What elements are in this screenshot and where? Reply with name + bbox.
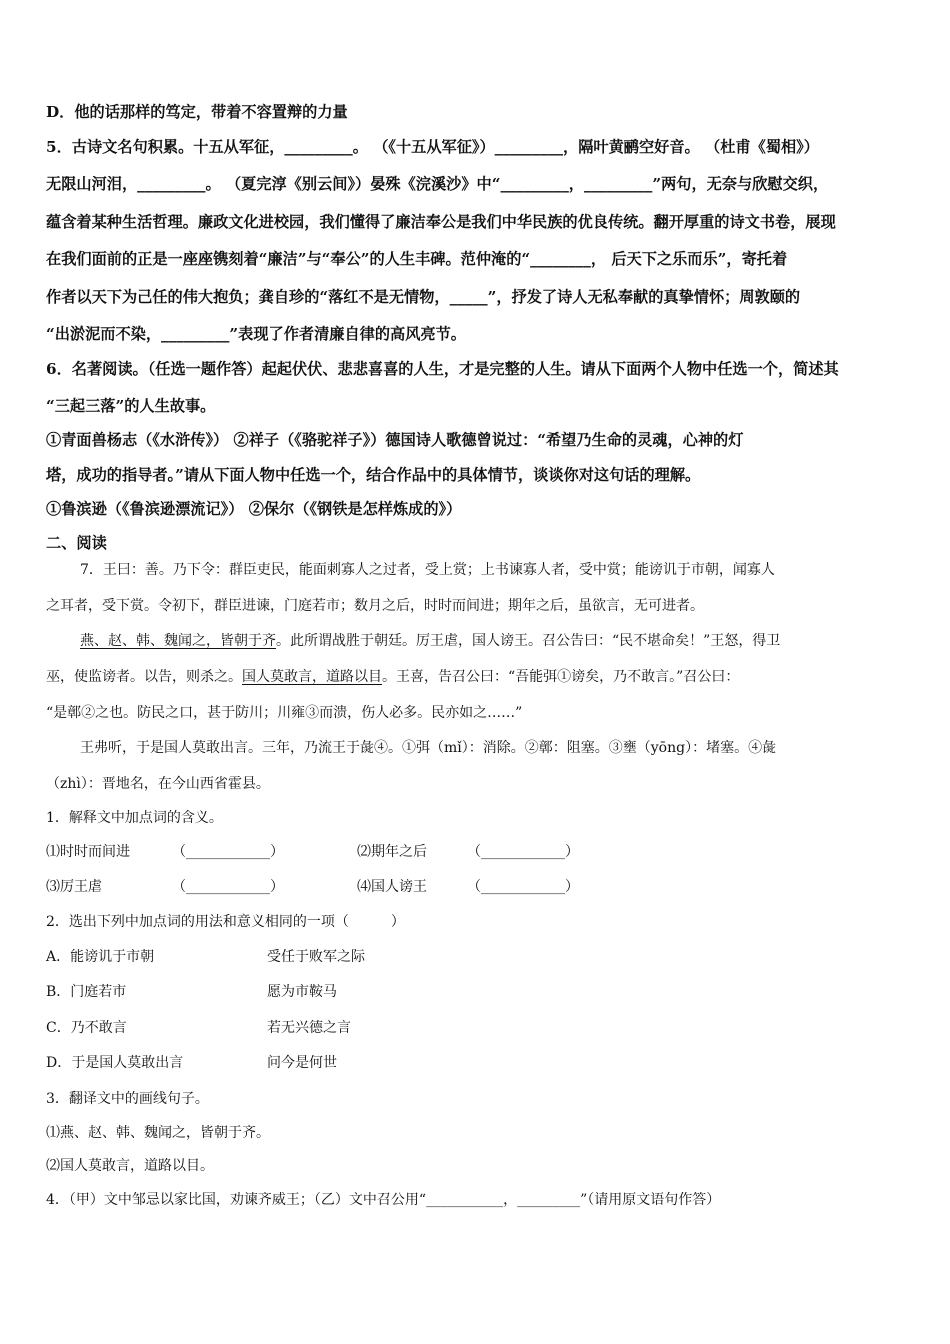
q1-item-label: ⑵期年之后 bbox=[357, 844, 427, 860]
q5-line-3: 蕴含着某种生活哲理。廉政文化进校园，我们懂得了廉洁奉公是我们中华民族的优良传统。翻开厚重的诗文书卷，展现 bbox=[46, 213, 836, 231]
q3-item-1: ⑴燕、赵、韩、魏闻之，皆朝于齐。 bbox=[46, 1125, 270, 1141]
q2-option-d[interactable] bbox=[46, 1053, 337, 1073]
q1-item-1 bbox=[46, 842, 284, 862]
q6-line-1: 6．名著阅读。（任选一题作答）起起伏伏、悲悲喜喜的人生，才是完整的人生。请从下面两个人物中任选一个，简述其 bbox=[46, 360, 839, 378]
q1-title: 1．解释文中加点词的含义。 bbox=[46, 810, 223, 826]
underlined-sentence-2: 国人莫敢言，道路以目 bbox=[242, 669, 382, 685]
option-d-line: D．他的话那样的笃定，带着不容置辩的力量 bbox=[46, 103, 348, 121]
q1-item-4 bbox=[357, 877, 579, 897]
q1-item-2 bbox=[357, 842, 579, 862]
option-left: D．于是国人莫敢出言 bbox=[46, 1055, 184, 1071]
passage-line-3 bbox=[80, 631, 780, 651]
answer-blank[interactable]: （____________） bbox=[172, 879, 284, 895]
passage-line-6: 王弗听，于是国人莫敢出言。三年，乃流王于彘④。①弭（mǐ）：消除。②鄣：阻塞。③壅（yōng）：堵塞。④彘 bbox=[80, 740, 777, 756]
passage-text: 巫，使监谤者。以告，则杀之。 bbox=[46, 669, 242, 685]
q1-item-label: ⑷国人谤王 bbox=[357, 879, 427, 895]
q4-text: 4．（甲）文中邹忌以家比国，劝谏齐威王；（乙）文中召公用“___________，_________”（请用原文语句作答） bbox=[46, 1192, 721, 1208]
passage-text: 。王喜，告召公曰：“吾能弭①谤矣，乃不敢言。”召公曰： bbox=[382, 669, 740, 685]
passage-line-5: “是鄣②之也。防民之口，甚于防川；川雍③而溃，伤人必多。民亦如之……” bbox=[46, 705, 523, 721]
q3-title: 3．翻译文中的画线句子。 bbox=[46, 1091, 209, 1107]
q3-item-2: ⑵国人莫敢言，道路以目。 bbox=[46, 1158, 214, 1174]
underlined-sentence-1: 燕、赵、韩、魏闻之，皆朝于齐 bbox=[80, 633, 276, 649]
option-right: 愿为市鞍马 bbox=[267, 984, 337, 1000]
option-right: 若无兴德之言 bbox=[267, 1020, 351, 1036]
q1-item-3 bbox=[46, 877, 284, 897]
option-left: C．乃不敢言 bbox=[46, 1020, 127, 1036]
option-right: 问今是何世 bbox=[267, 1055, 337, 1071]
q1-item-label: ⑶厉王虐 bbox=[46, 879, 102, 895]
passage-text: 。此所谓战胜于朝廷。厉王虐，国人谤王。召公告曰：“民不堪命矣！”王怒，得卫 bbox=[276, 633, 781, 649]
q5-line-6: “出淤泥而不染，_________”表现了作者清廉自律的高风亮节。 bbox=[46, 325, 466, 343]
passage-line-4 bbox=[46, 667, 739, 687]
section-heading: 二、阅读 bbox=[46, 534, 107, 552]
passage-line-1: 7．王曰：善。乃下令：群臣吏民，能面刺寡人之过者，受上赏；上书谏寡人者，受中赏；能谤讥于市朝，闻寡人 bbox=[80, 562, 775, 578]
q2-option-b[interactable] bbox=[46, 982, 337, 1002]
q5-line-4: 在我们面前的正是一座座镌刻着“廉洁”与“奉公”的人生丰碑。范仲淹的“________， 后天下之乐而乐”，寄托着 bbox=[46, 250, 788, 268]
option-left: B．门庭若市 bbox=[46, 984, 127, 1000]
q5-line-1: 5．古诗文名句积累。十五从军征，_________。 （《十五从军征》）_________，隔叶黄鹂空好音。 （杜甫《蜀相》） bbox=[46, 138, 819, 156]
q2-option-c[interactable] bbox=[46, 1018, 351, 1038]
q6-line-3: ①青面兽杨志（《水浒传》） ②祥子（《骆驼祥子》）德国诗人歌德曾说过：“希望乃生命的灵魂，心神的灯 bbox=[46, 431, 744, 449]
answer-blank[interactable]: （____________） bbox=[467, 879, 579, 895]
q2-title: 2．选出下列中加点词的用法和意义相同的一项（ ） bbox=[46, 914, 405, 930]
q6-line-5: ①鲁滨逊（《鲁滨逊漂流记》） ②保尔（《钢铁是怎样炼成的》） bbox=[46, 500, 462, 518]
q5-line-2: 无限山河泪，_________。 （夏完淳《别云间》）晏殊《浣溪沙》中“_________，_________”两句，无奈与欣慰交织， bbox=[46, 175, 829, 193]
answer-blank[interactable]: （____________） bbox=[172, 844, 284, 860]
q1-item-label: ⑴时时而间进 bbox=[46, 844, 130, 860]
answer-blank[interactable]: （____________） bbox=[467, 844, 579, 860]
q6-line-4: 塔，成功的指导者。”请从下面人物中任选一个，结合作品中的具体情节，谈谈你对这句话的理解。 bbox=[46, 466, 701, 484]
q6-line-2: “三起三落”的人生故事。 bbox=[46, 397, 216, 415]
q2-option-a[interactable] bbox=[46, 947, 365, 967]
option-right: 受任于败军之际 bbox=[267, 949, 365, 965]
passage-line-7: （zhì）：晋地名，在今山西省霍县。 bbox=[46, 776, 270, 792]
option-left: A．能谤讥于市朝 bbox=[46, 949, 155, 965]
passage-line-2: 之耳者，受下赏。令初下，群臣进谏，门庭若市；数月之后，时时而间进；期年之后，虽欲言，无可进者。 bbox=[46, 598, 704, 614]
q5-line-5: 作者以天下为己任的伟大抱负；龚自珍的“落红不是无情物，_____”，抒发了诗人无私奉献的真挚情怀；周敦颐的 bbox=[46, 288, 801, 306]
